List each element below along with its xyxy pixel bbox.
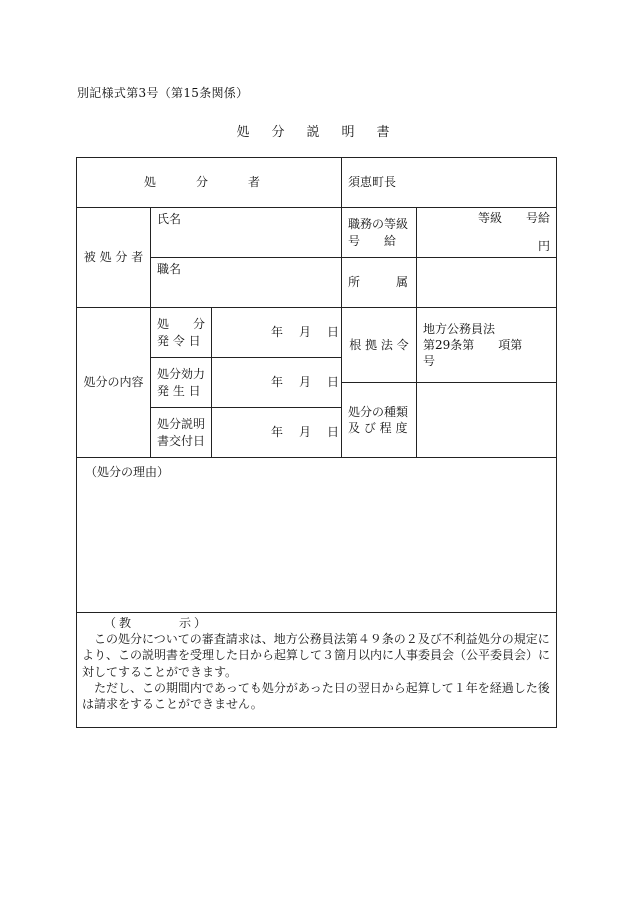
form-identifier: 別記様式第3号（第15条関係）	[77, 86, 249, 100]
position-label: 職名	[157, 262, 182, 276]
title-char: 分	[271, 125, 289, 140]
content-label-cell	[77, 308, 151, 458]
subject-label-cell	[77, 208, 151, 308]
delivery-date-field[interactable]	[212, 408, 342, 458]
date-year: 年	[270, 375, 285, 390]
subject-label: 被 処 分 者	[83, 250, 144, 265]
date-month: 月	[298, 325, 313, 340]
position-field[interactable]	[151, 258, 342, 308]
dept-field[interactable]	[417, 258, 557, 308]
date-month: 月	[298, 375, 313, 390]
date-year: 年	[270, 325, 285, 340]
effect-date-field[interactable]	[212, 358, 342, 408]
name-field[interactable]	[151, 208, 342, 258]
disposer-value: 須恵町長	[348, 175, 397, 190]
title-char: 処	[236, 125, 254, 140]
grade-value: 等級 号給	[478, 211, 551, 225]
content-label: 処分の内容	[83, 375, 144, 390]
disposition-form-table	[76, 157, 557, 728]
kind-field[interactable]	[417, 383, 557, 458]
date-day: 日	[326, 425, 341, 440]
notice-heading: （教 示）	[104, 616, 210, 630]
date-year: 年	[270, 425, 285, 440]
name-label: 氏名	[157, 212, 182, 226]
title-char: 説	[306, 125, 324, 140]
date-month: 月	[298, 425, 313, 440]
reason-label: （処分の理由）	[85, 465, 170, 479]
disposer-label-cell	[77, 158, 342, 208]
title-char: 書	[376, 125, 394, 140]
basis-label: 根 拠 法 令	[342, 308, 417, 383]
title-char: 明	[341, 125, 359, 140]
reason-field[interactable]	[77, 458, 557, 613]
grade-value-field[interactable]	[417, 208, 557, 258]
notice-paragraph: ただし、この期間内であっても処分があった日の翌日から起算して１年を経過した後は請求をすることができません。	[82, 680, 550, 711]
order-date-label: 処 分 発 令 日	[151, 308, 212, 358]
document-title	[0, 121, 630, 140]
disposer-value-cell[interactable]	[342, 158, 557, 208]
effect-date-label: 処分効力 発 生 日	[151, 358, 212, 408]
disposer-label: 処 分 者	[143, 175, 274, 190]
order-date-field[interactable]	[212, 308, 342, 358]
date-day: 日	[326, 375, 341, 390]
notice-section	[77, 613, 557, 728]
date-day: 日	[326, 325, 341, 340]
notice-paragraph: この処分についての審査請求は、地方公務員法第４９条の２及び不利益処分の規定により、この説明書を受理した日から起算して３箇月以内に人事委員会（公平委員会）に対してすることができます。	[82, 632, 551, 679]
yen-unit: 円	[538, 239, 551, 254]
grade-label: 職務の等級 号 給	[342, 208, 417, 258]
kind-label: 処分の種類 及 び 程 度	[342, 383, 417, 458]
dept-label: 所 属	[342, 258, 417, 308]
delivery-date-label: 処分説明 書交付日	[151, 408, 212, 458]
basis-value[interactable]: 地方公務員法 第29条第 項第 号	[417, 308, 557, 383]
